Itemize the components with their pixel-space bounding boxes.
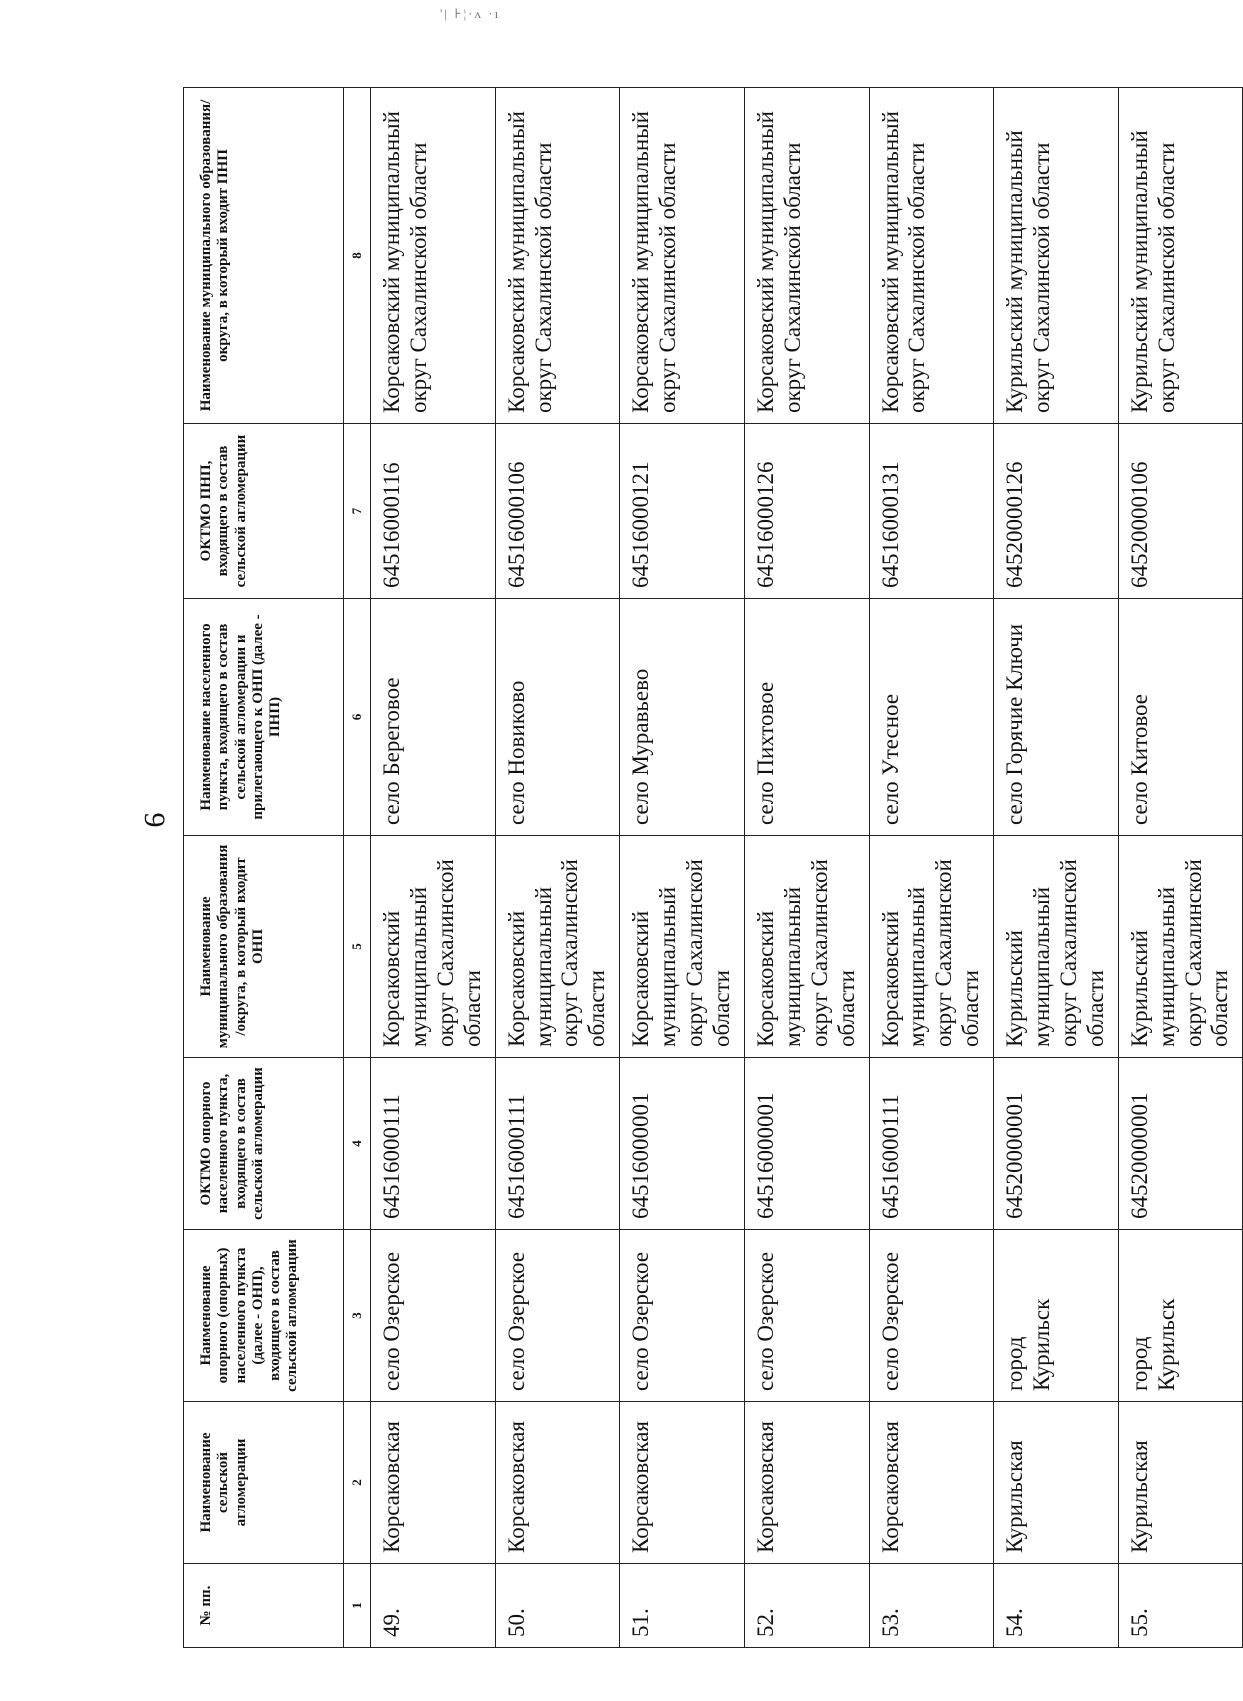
table-header-row (184, 88, 344, 1648)
table-row (371, 88, 496, 1648)
pnp-oktmo: 64516000106 (495, 424, 620, 599)
pnp-oktmo: 64520000106 (1118, 424, 1243, 599)
onp-oktmo: 64516000111 (371, 1058, 496, 1230)
column-number: 6 (344, 599, 371, 836)
column-number-row (344, 88, 371, 1648)
agglomeration-name: Корсаковская (744, 1402, 869, 1564)
onp-name: город Курильск (994, 1230, 1119, 1402)
onp-name: село Озерское (495, 1230, 620, 1402)
header-cell: Наименование муниципального образования/округа, в который входит ПНП (184, 88, 344, 424)
onp-municipality: Корсаковский муниципальный округ Сахалинской области (620, 836, 745, 1058)
onp-name: село Озерское (869, 1230, 994, 1402)
pnp-oktmo: 64516000121 (620, 424, 745, 599)
column-number: 2 (344, 1402, 371, 1564)
onp-municipality: Курильский муниципальный округ Сахалинской области (994, 836, 1119, 1058)
row-number: 52. (744, 1564, 869, 1648)
onp-municipality: Корсаковский муниципальный округ Сахалинской области (495, 836, 620, 1058)
row-number: 53. (869, 1564, 994, 1648)
pnp-municipality: Курильский муниципальный округ Сахалинской области (994, 88, 1119, 424)
pnp-municipality: Корсаковский муниципальный округ Сахалинской области (371, 88, 496, 424)
header-cell: Наименование населенного пункта, входящего в состав сельской агломерации и прилегающего к ОНП (далее - ПНП) (184, 599, 344, 836)
pnp-oktmo: 64516000126 (744, 424, 869, 599)
column-number: 8 (344, 88, 371, 424)
row-number: 50. (495, 1564, 620, 1648)
onp-name: село Озерское (371, 1230, 496, 1402)
onp-oktmo: 64520000001 (1118, 1058, 1243, 1230)
onp-name: село Озерское (744, 1230, 869, 1402)
pnp-municipality: Корсаковский муниципальный округ Сахалинской области (744, 88, 869, 424)
row-number: 49. (371, 1564, 496, 1648)
onp-oktmo: 64516000001 (744, 1058, 869, 1230)
agglomeration-name: Корсаковская (869, 1402, 994, 1564)
pnp-oktmo: 64516000116 (371, 424, 496, 599)
column-number: 7 (344, 424, 371, 599)
pnp-oktmo: 64516000131 (869, 424, 994, 599)
table-row (1118, 88, 1243, 1648)
header-cell: Наименование опорного (опорных) населенного пункта (далее - ОНП), входящего в состав сельской агломерации (184, 1230, 344, 1402)
agglomeration-name: Курильская (994, 1402, 1119, 1564)
agglomeration-name: Курильская (1118, 1402, 1243, 1564)
pnp-name: село Муравьево (620, 599, 745, 836)
table-row (994, 88, 1119, 1648)
onp-municipality: Корсаковский муниципальный округ Сахалинской области (869, 836, 994, 1058)
header-cell: Наименование муниципального образования /округа, в который входит ОНП (184, 836, 344, 1058)
pnp-name: село Горячие Ключи (994, 599, 1119, 836)
column-number: 4 (344, 1058, 371, 1230)
onp-oktmo: 64516000111 (869, 1058, 994, 1230)
pnp-name: село Новиково (495, 599, 620, 836)
onp-oktmo: 64516000111 (495, 1058, 620, 1230)
page-number: 9 (138, 812, 171, 828)
column-number: 1 (344, 1564, 371, 1648)
pnp-name: село Утесное (869, 599, 994, 836)
onp-municipality: Корсаковский муниципальный округ Сахалинской области (744, 836, 869, 1058)
scan-artifact: '| ⊦¦·ʌ ·ı (440, 6, 501, 21)
pnp-municipality: Корсаковский муниципальный округ Сахалинской области (620, 88, 745, 424)
agglomeration-name: Корсаковская (495, 1402, 620, 1564)
pnp-municipality: Корсаковский муниципальный округ Сахалинской области (869, 88, 994, 424)
pnp-municipality: Корсаковский муниципальный округ Сахалинской области (495, 88, 620, 424)
pnp-name: село Пихтовое (744, 599, 869, 836)
agglomeration-name: Корсаковская (371, 1402, 496, 1564)
header-cell: ОКТМО опорного населенного пункта, входящего в состав сельской агломерации (184, 1058, 344, 1230)
table-row (869, 88, 994, 1648)
onp-name: село Озерское (620, 1230, 745, 1402)
onp-oktmo: 64516000001 (620, 1058, 745, 1230)
row-number: 54. (994, 1564, 1119, 1648)
header-cell: Наименование сельской агломерации (184, 1402, 344, 1564)
onp-municipality: Корсаковский муниципальный округ Сахалинской области (371, 836, 496, 1058)
rotated-table-container (183, 88, 1233, 1648)
onp-oktmo: 64520000001 (994, 1058, 1119, 1230)
onp-municipality: Курильский муниципальный округ Сахалинской области (1118, 836, 1243, 1058)
column-number: 3 (344, 1230, 371, 1402)
pnp-municipality: Курильский муниципальный округ Сахалинской области (1118, 88, 1243, 424)
table-row (620, 88, 745, 1648)
pnp-oktmo: 64520000126 (994, 424, 1119, 599)
pnp-name: село Китовое (1118, 599, 1243, 836)
header-cell: № пп. (184, 1564, 344, 1648)
row-number: 51. (620, 1564, 745, 1648)
agglomeration-name: Корсаковская (620, 1402, 745, 1564)
column-number: 5 (344, 836, 371, 1058)
row-number: 55. (1118, 1564, 1243, 1648)
table-row (495, 88, 620, 1648)
header-cell: ОКТМО ПНП, входящего в состав сельской агломерации (184, 424, 344, 599)
table-row (744, 88, 869, 1648)
onp-name: город Курильск (1118, 1230, 1243, 1402)
agglomeration-table (183, 87, 1243, 1648)
pnp-name: село Береговое (371, 599, 496, 836)
